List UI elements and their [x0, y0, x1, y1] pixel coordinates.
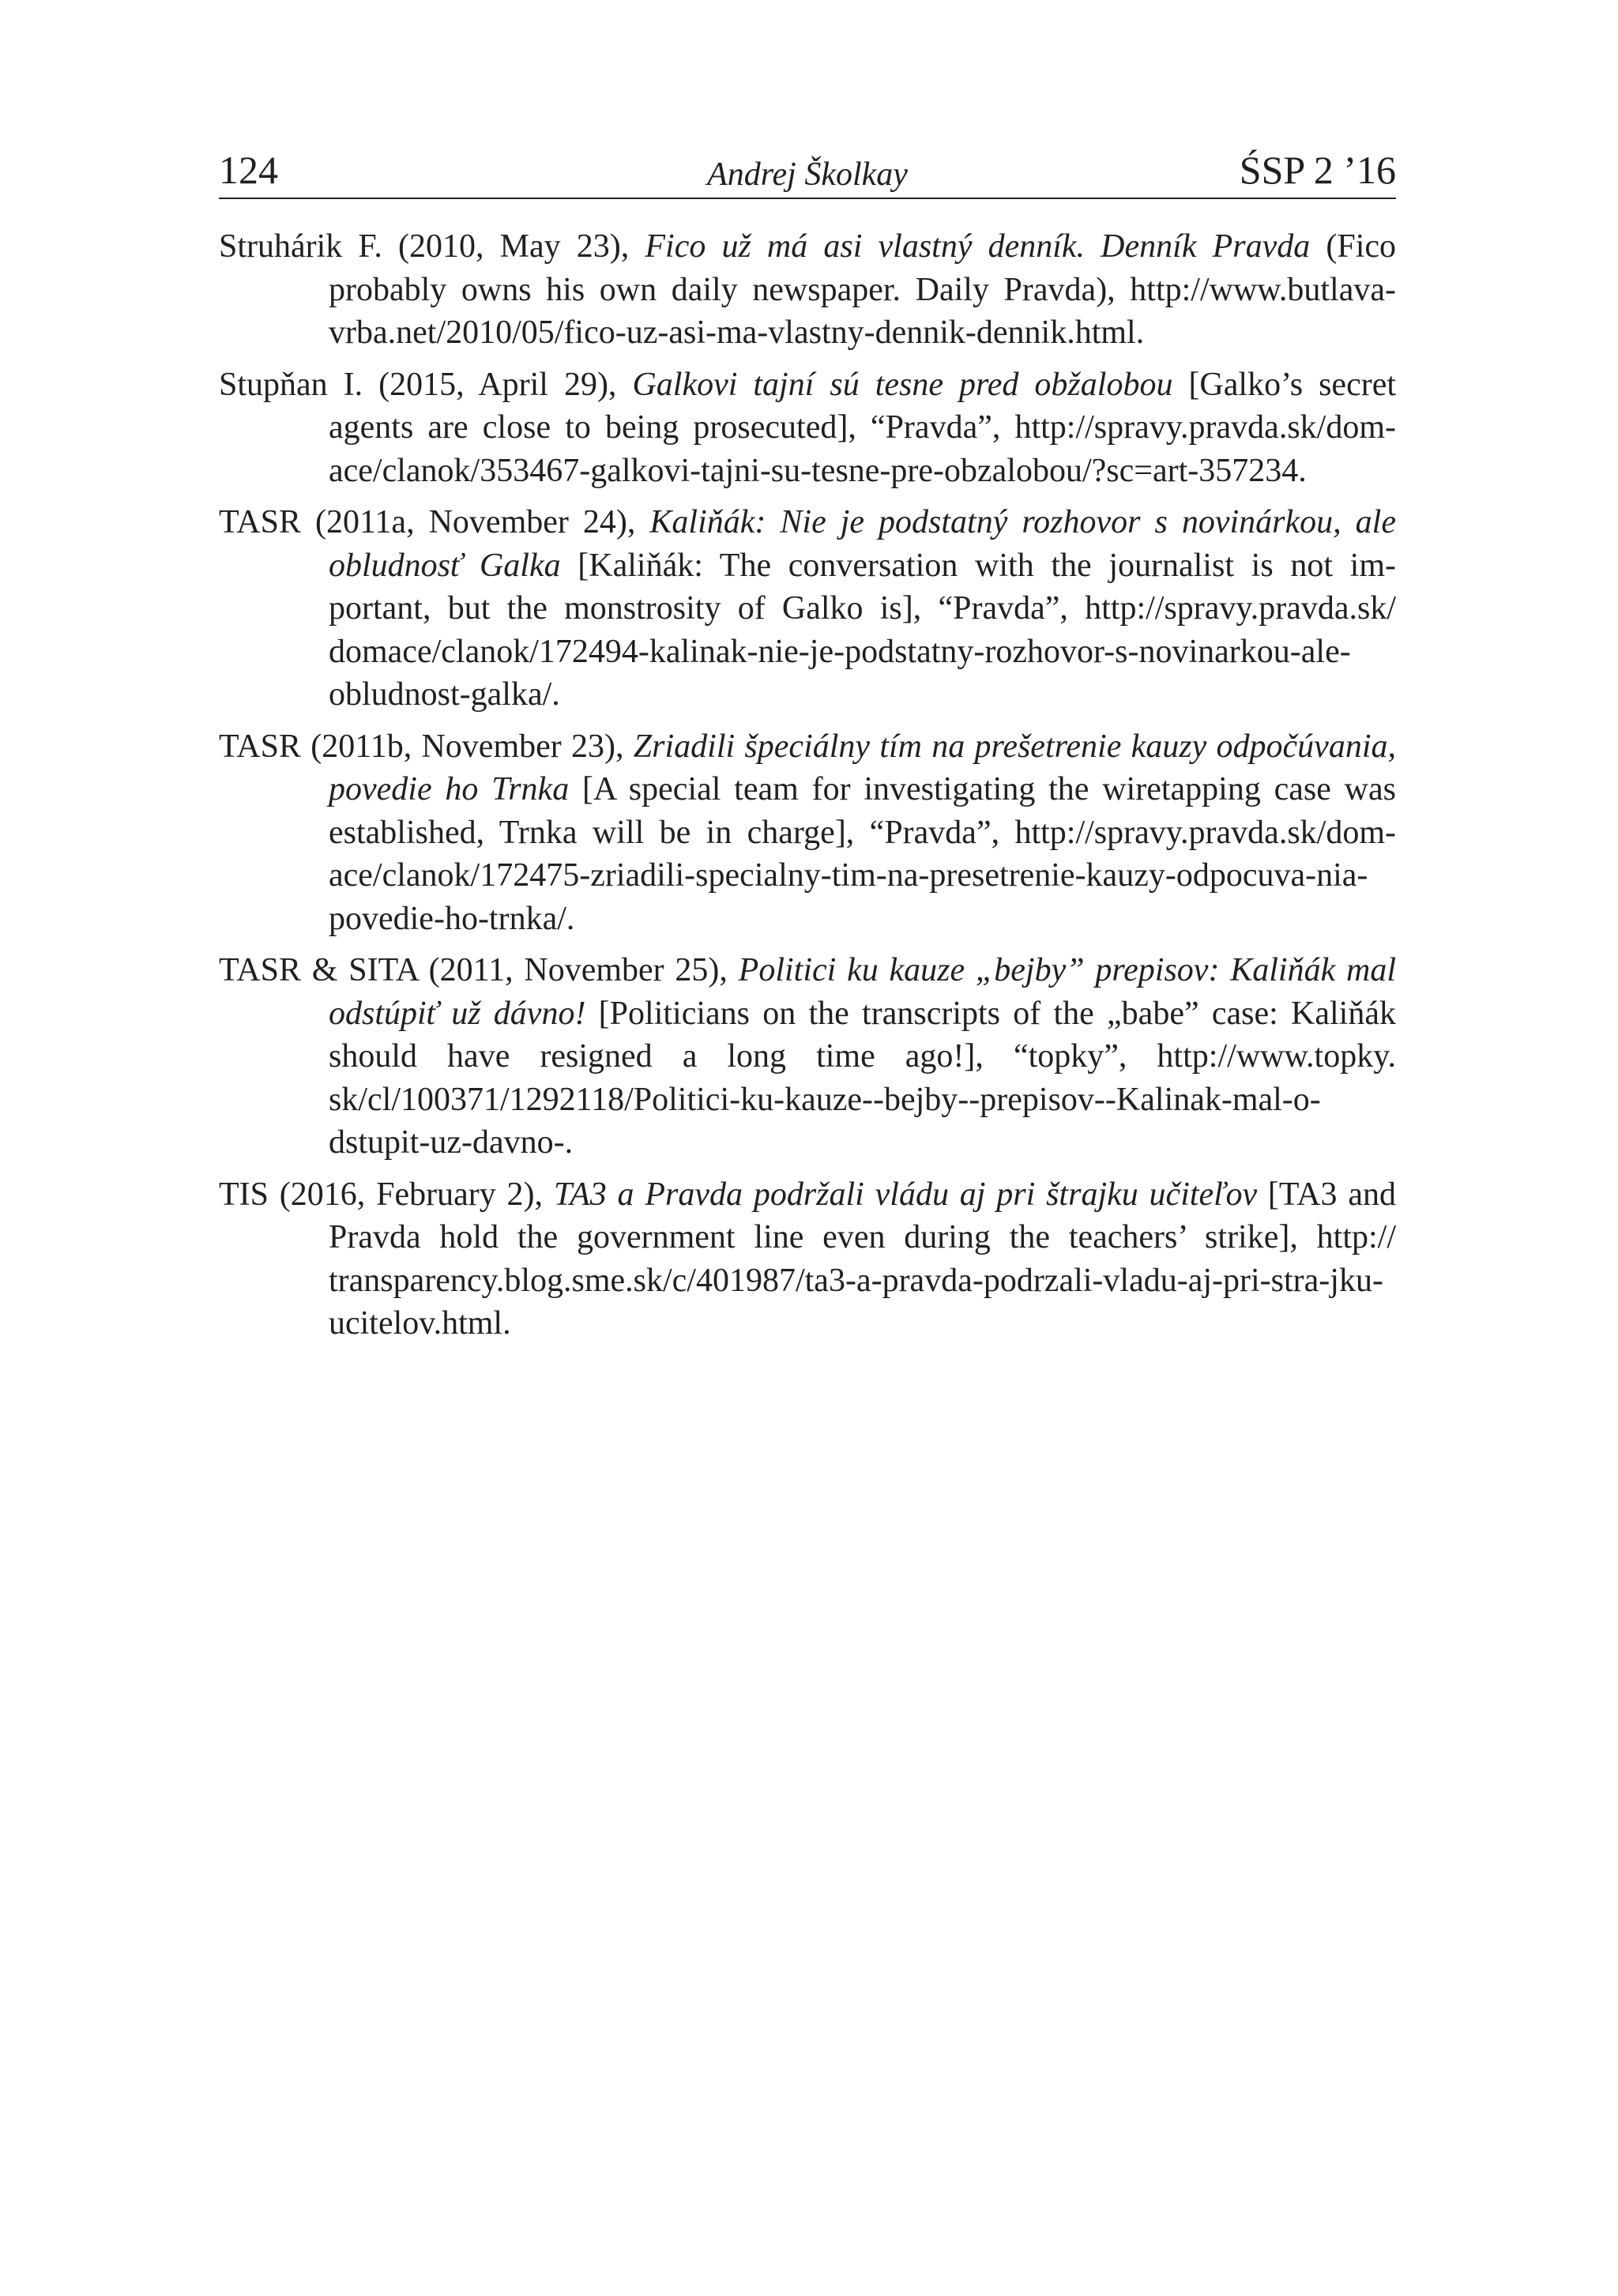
reference-entry [219, 225, 1396, 355]
reference-details: (Fico probably owns his own daily newspaper. Daily Pravda), http://www.butlava-vrba.net/2010/05/fico-uz-asi-ma-vlastny-dennik-dennik.html. [329, 228, 1397, 351]
reference-title: Politici ku kauze „bejby” prepisov: Kaliňák mal odstúpiť už dávno! [329, 952, 1396, 1032]
page-number: 124 [219, 148, 278, 192]
reference-title: Galkovi tajní sú tesne pred obžalobou [632, 366, 1173, 403]
reference-title: Fico už má asi vlastný denník. Denník Pravda [645, 228, 1311, 265]
reference-entry [219, 725, 1396, 941]
reference-details: [Kaliňák: The conversation with the journalist is not im-portant, but the monstrosity of Galko is], “Pravda”, http://spravy.pravda.sk/ domace/clanok/172494-kalinak-nie-je-podstatny-rozhovor-s-novinarkou-ale-obludnost-galka/. [329, 547, 1397, 713]
reference-details: [Politicians on the transcripts of the „babe” case: Kaliňák should have resigned a long time ago!], “topky”, http://www.topky. sk/cl/100371/1292118/Politici-ku-kauze--bejby--prepisov--Kalinak-mal-o-dstupit-uz-davno-. [329, 995, 1396, 1161]
reference-entry [219, 501, 1396, 717]
running-header [219, 142, 1396, 199]
reference-title: Zriadili špeciálny tím na prešetrenie kauzy odpočúvania, povedie ho Trnka [329, 728, 1396, 807]
reference-title: TA3 a Pravda podržali vládu aj pri štrajku učiteľov [553, 1176, 1258, 1213]
reference-list [219, 225, 1396, 1354]
reference-authors-date: TASR (2011a, November 24), [219, 504, 650, 540]
reference-authors-date: TIS (2016, February 2), [219, 1176, 554, 1213]
reference-entry [219, 1173, 1396, 1346]
reference-details: [Galko’s secret agents are close to being prosecuted], “Pravda”, http://spravy.pravda.sk/dom-ace/clanok/353467-galkovi-tajni-su-tesne-pre-obzalobou/?sc=art-357234. [329, 366, 1397, 489]
reference-authors-date: TASR (2011b, November 23), [219, 728, 634, 765]
reference-authors-date: TASR & SITA (2011, November 25), [219, 952, 739, 988]
reference-title: Kaliňák: Nie je podstatný rozhovor s novinárkou, ale obludnosť Galka [329, 504, 1396, 584]
reference-authors-date: Struhárik F. (2010, May 23), [219, 228, 645, 265]
reference-details: [TA3 and Pravda hold the government line even during the teachers’ strike], http:// transparency.blog.sme.sk/c/401987/ta3-a-pravda-podrzali-vladu-aj-pri-stra-jku-ucitelov.html. [329, 1176, 1396, 1342]
reference-authors-date: Stupňan I. (2015, April 29), [219, 366, 633, 403]
reference-entry [219, 949, 1396, 1165]
running-author: Andrej Školkay [707, 156, 908, 193]
reference-details: [A special team for investigating the wiretapping case was established, Trnka will be in charge], “Pravda”, http://spravy.pravda.sk/dom-ace/clanok/172475-zriadili-specialny-tim-na-presetrenie-kauzy-odpocuva-nia-povedie-ho-trnka/. [329, 771, 1396, 937]
reference-entry [219, 363, 1396, 493]
journal-issue: ŚSP 2 ’16 [1239, 148, 1396, 192]
